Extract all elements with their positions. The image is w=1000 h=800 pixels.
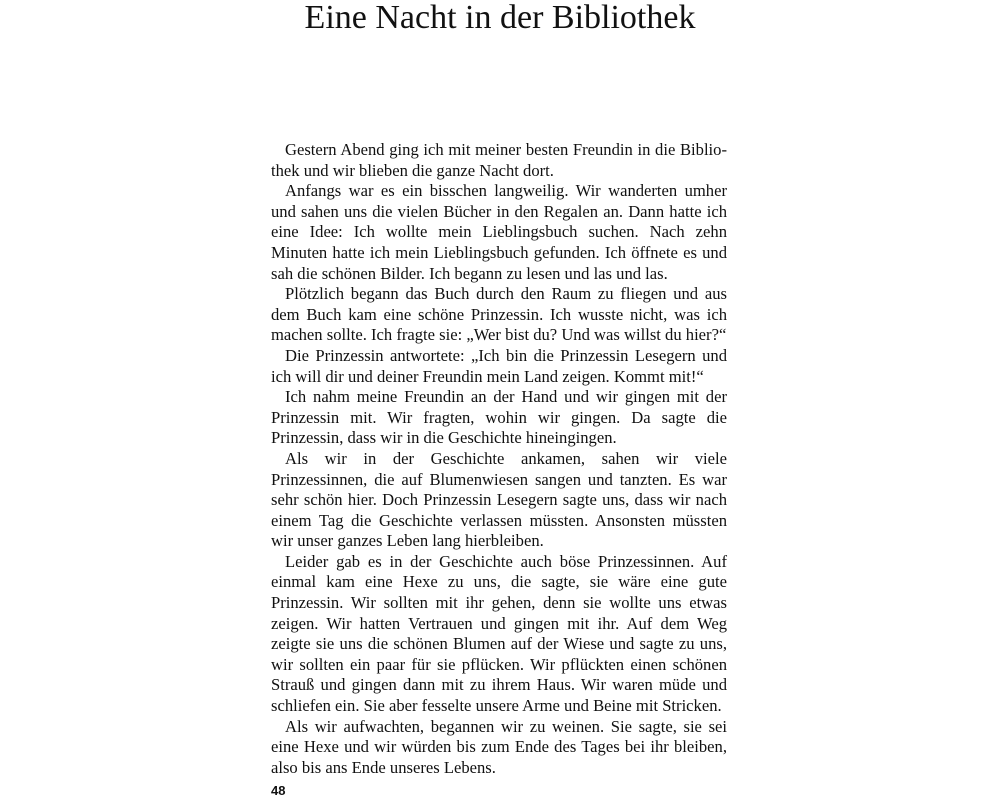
paragraph: Plötzlich begann das Buch durch den Raum zu fliegen und aus dem Buch kam eine schöne Prinzessin. Ich wusste nicht, was ich machen sollte. Ich fragte sie: „Wer bist du? Und was willst du hier?“ — [271, 284, 727, 345]
paragraph: Als wir in der Geschichte ankamen, sahen wir viele Prinzessinnen, die auf Blumenwiesen sangen und tanzten. Es war sehr schön hier. Doch Prinzessin Lesegern sagte uns, dass wir nach einem Tag die Geschichte verlassen müssten. Ansonsten müssten wir unser ganzes Leben lang hierbleiben. — [271, 448, 727, 551]
paragraph: Als wir aufwachten, begannen wir zu weinen. Sie sagte, sie sei eine Hexe und wir würden bis zum Ende des Tages bei ihr bleiben, also bis ans Ende unseres Lebens. — [271, 716, 727, 777]
paragraph: Die Prinzessin antwortete: „Ich bin die Prinzessin Lesegern und ich will dir und deiner Freundin mein Land zeigen. Kommt mit!“ — [271, 345, 727, 386]
paragraph: Ich nahm meine Freundin an der Hand und wir gingen mit der Prinzessin mit. Wir fragten, wohin wir gingen. Da sagte die Prinzessin, dass wir in die Geschichte hineingingen. — [271, 387, 727, 448]
story-text — [271, 140, 727, 778]
page-number: 48 — [271, 783, 286, 798]
paragraph: Anfangs war es ein bisschen langweilig. Wir wanderten umher und sahen uns die vielen Bücher in den Regalen an. Dann hatte ich eine Idee: Ich wollte mein Lieblingsbuch suchen. Nach zehn Minuten hatte ich mein Lieblingsbuch gefunden. Ich öffnete es und sah die schönen Bilder. Ich begann zu lesen und las und las. — [271, 181, 727, 283]
paragraph: Leider gab es in der Geschichte auch böse Prinzessinnen. Auf einmal kam eine Hexe zu uns, die sagte, sie wäre eine gute Prinzessin. Wir sollten mit ihr gehen, denn sie wollte uns etwas zeigen. Wir hatten Vertrauen und gingen mit ihr. Auf dem Weg zeigte sie uns die schönen Blumen auf der Wiese und sagte zu uns, wir sollten ein paar für sie pflücken. Wir pflückten einen schönen Strauß und gingen dann mit zu ihrem Haus. Wir waren müde und schliefen ein. Sie aber fesselte unsere Arme und Beine mit Stricken. — [271, 551, 727, 716]
page-title: Eine Nacht in der Bibliothek — [304, 0, 696, 36]
paragraph: Gestern Abend ging ich mit meiner besten Freundin in die Bibliothek und wir blieben die ganze Nacht dort. — [271, 140, 727, 180]
